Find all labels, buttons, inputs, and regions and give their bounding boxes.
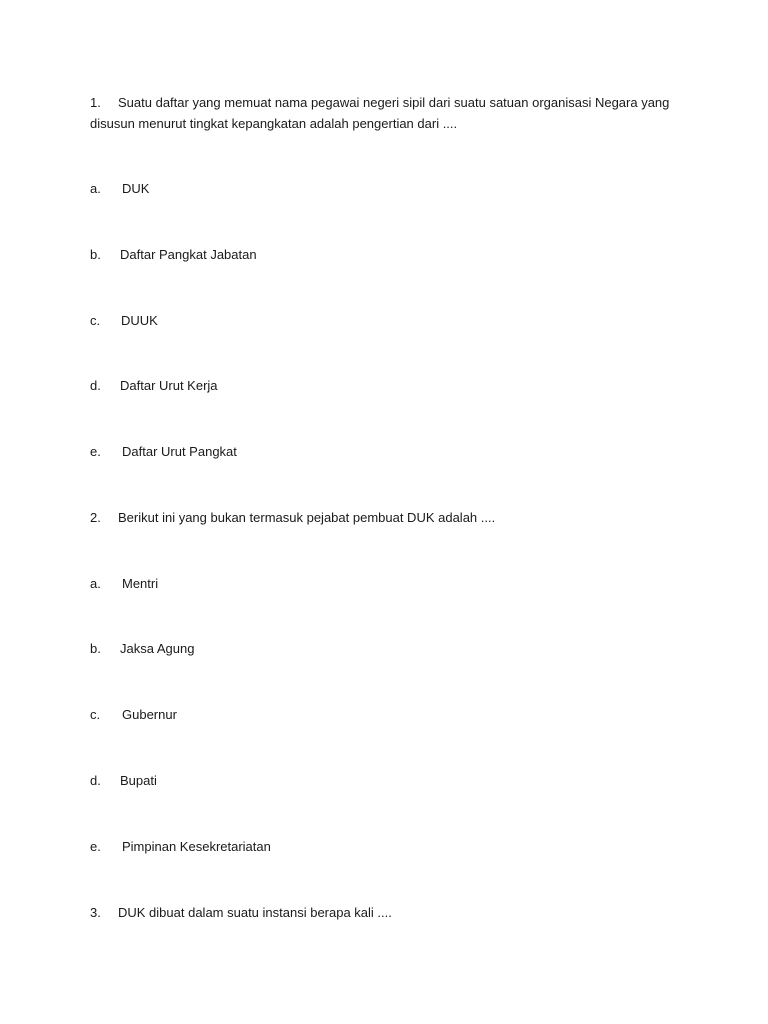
question-number: 2. xyxy=(90,510,101,525)
option-text: Jaksa Agung xyxy=(120,641,195,656)
question-text: DUK dibuat dalam suatu instansi berapa kali .... xyxy=(118,905,392,920)
question-2 xyxy=(90,507,668,528)
option-letter: b. xyxy=(90,641,101,656)
option-letter: c. xyxy=(90,707,101,722)
option-2b xyxy=(90,638,668,659)
option-2c xyxy=(90,704,668,725)
option-1d xyxy=(90,375,668,396)
option-1c xyxy=(90,310,668,331)
option-text: Daftar Pangkat Jabatan xyxy=(120,247,257,262)
option-letter: d. xyxy=(90,773,101,788)
option-1e xyxy=(90,441,668,462)
question-number: 1. xyxy=(90,95,101,110)
option-letter: a. xyxy=(90,181,101,196)
option-1a xyxy=(90,178,668,199)
option-text: Daftar Urut Kerja xyxy=(120,378,218,393)
option-text: Bupati xyxy=(120,773,157,788)
option-letter: d. xyxy=(90,378,101,393)
question-text: Berikut ini yang bukan termasuk pejabat pembuat DUK adalah .... xyxy=(118,510,496,525)
option-1b xyxy=(90,244,668,265)
option-text: Daftar Urut Pangkat xyxy=(122,444,237,459)
option-text: DUK xyxy=(122,181,150,196)
option-letter: b. xyxy=(90,247,101,262)
question-number: 3. xyxy=(90,905,101,920)
option-letter: a. xyxy=(90,576,101,591)
question-1 xyxy=(90,92,670,134)
option-text: Pimpinan Kesekretariatan xyxy=(122,839,271,854)
option-letter: e. xyxy=(90,444,101,459)
option-2a xyxy=(90,573,668,594)
option-2d xyxy=(90,770,668,791)
option-2e xyxy=(90,836,668,857)
question-text-continued: disusun menurut tingkat kepangkatan adalah pengertian dari .... xyxy=(90,116,458,131)
option-text: DUUK xyxy=(121,313,158,328)
question-text: Suatu daftar yang memuat nama pegawai negeri sipil dari suatu satuan organisasi Negara yang xyxy=(118,95,670,110)
option-text: Gubernur xyxy=(122,707,177,722)
question-3 xyxy=(90,902,668,923)
option-text: Mentri xyxy=(122,576,159,591)
option-letter: e. xyxy=(90,839,101,854)
option-letter: c. xyxy=(90,313,101,328)
